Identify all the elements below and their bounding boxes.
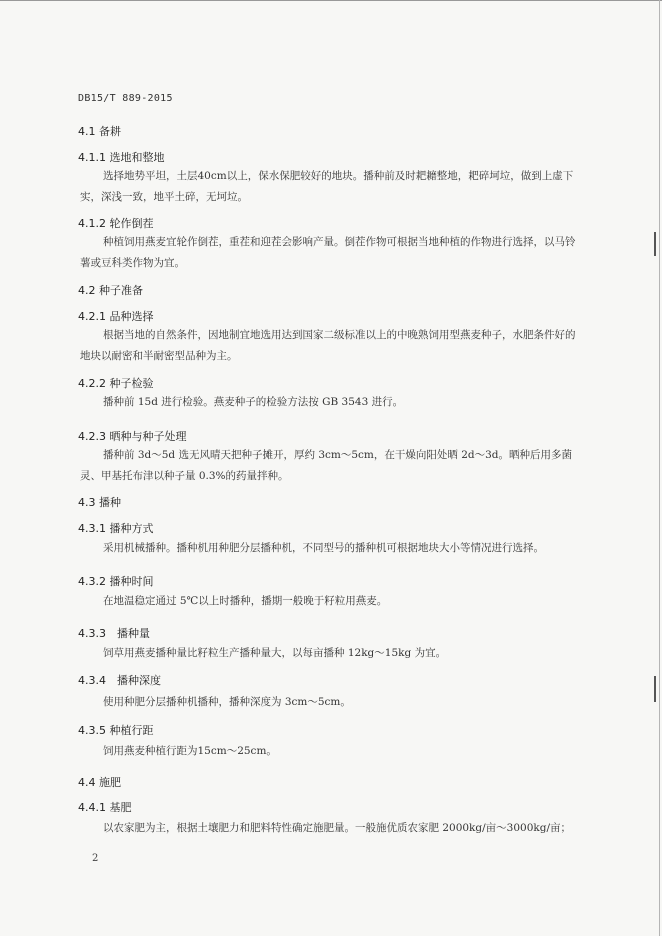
subsection-heading: 4.3.1 播种方式 xyxy=(78,522,154,535)
paragraph: 以农家肥为主，根据土壤肥力和肥料特性确定施肥量。一般施优质农家肥 2000kg/亩～3000kg/亩； xyxy=(103,822,572,834)
page-number: 2 xyxy=(92,853,99,864)
paragraph: 播种前 3d～5d 选无风晴天把种子摊开，厚约 3cm～5cm，在干燥向阳处晒 2d～3d。晒种后用多菌灵、甲基托布津以种子量 0.3%的药量拌种。 xyxy=(80,449,572,482)
subsection-heading: 4.3.3 播种量 xyxy=(78,627,150,640)
subsection-heading: 4.2.1 品种选择 xyxy=(78,310,154,323)
scan-edge-top xyxy=(0,0,662,1)
paragraph: 使用种肥分层播种机播种，播种深度为 3cm～5cm。 xyxy=(103,696,351,708)
paragraph: 播种前 15d 进行检验。燕麦种子的检验方法按 GB 3543 进行。 xyxy=(103,396,404,408)
section-heading: 4.1 备耕 xyxy=(78,125,121,138)
paragraph: 根据当地的自然条件，因地制宜地选用达到国家二级标准以上的中晚熟饲用型燕麦种子，水肥条件好的地块以耐密和半耐密型品种为主。 xyxy=(80,329,576,362)
scan-mark xyxy=(654,232,656,256)
paragraph: 饲草用燕麦播种量比籽粒生产播种量大，以每亩播种 12kg～15kg 为宜。 xyxy=(103,647,447,659)
subsection-heading: 4.3.5 种植行距 xyxy=(78,724,154,737)
scan-edge-right xyxy=(659,0,660,936)
subsection-heading: 4.2.3 晒种与种子处理 xyxy=(78,430,187,443)
section-heading: 4.2 种子准备 xyxy=(78,284,143,297)
subsection-heading: 4.2.2 种子检验 xyxy=(78,377,154,390)
subsection-heading: 4.1.2 轮作倒茬 xyxy=(78,217,154,230)
subsection-heading: 4.3.2 播种时间 xyxy=(78,575,154,588)
document-code: DB15/T 889-2015 xyxy=(78,93,173,104)
paragraph: 饲用燕麦种植行距为15cm～25cm。 xyxy=(103,745,277,757)
paragraph: 种植饲用燕麦宜轮作倒茬，重茬和迎茬会影响产量。倒茬作物可根据当地种植的作物进行选择，以马铃薯或豆科类作物为宜。 xyxy=(80,236,576,269)
subsection-heading: 4.3.4 播种深度 xyxy=(78,674,161,687)
section-heading: 4.3 播种 xyxy=(78,496,121,509)
paragraph: 选择地势平坦，土层40cm以上，保水保肥较好的地块。播种前及时耙耱整地，耙碎坷垃，做到上虚下实，深浅一致，地平土碎，无坷垃。 xyxy=(80,170,574,203)
paragraph: 采用机械播种。播种机用种肥分层播种机，不同型号的播种机可根据地块大小等情况进行选择。 xyxy=(103,542,544,554)
subsection-heading: 4.1.1 选地和整地 xyxy=(78,151,165,164)
subsection-heading: 4.4.1 基肥 xyxy=(78,801,132,814)
section-heading: 4.4 施肥 xyxy=(78,776,121,789)
paragraph: 在地温稳定通过 5℃以上时播种，播期一般晚于籽粒用燕麦。 xyxy=(103,595,388,607)
scan-mark xyxy=(654,676,656,702)
